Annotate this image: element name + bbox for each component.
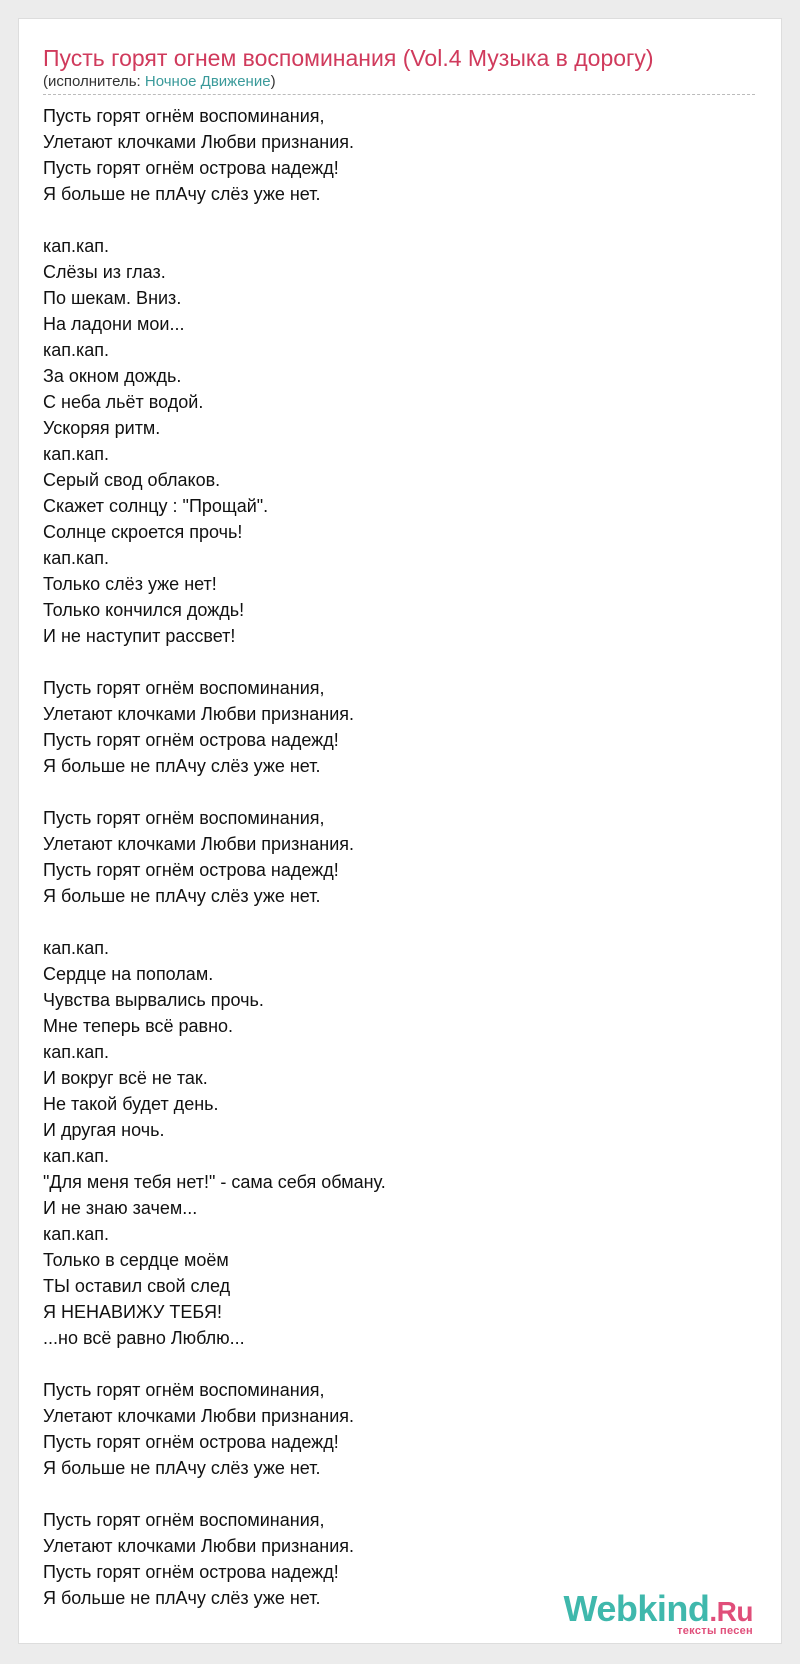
lyric-line: Улетают клочками Любви признания. (43, 132, 355, 152)
lyric-line: Улетают клочками Любви признания. (43, 1406, 355, 1426)
lyric-line: Пусть горят огнём острова надежд! (43, 860, 339, 880)
lyric-line: Я больше не плАчу слёз уже нет. (43, 184, 321, 204)
lyric-line: Не такой будет день. (43, 1094, 219, 1114)
lyric-line: кап.кап. (43, 548, 110, 568)
lyrics-stanza (43, 935, 743, 1351)
lyric-line: кап.кап. (43, 340, 110, 360)
lyric-line: Пусть горят огнём воспоминания, (43, 678, 325, 698)
lyric-line: Улетают клочками Любви признания. (43, 834, 355, 854)
logo-tld-text: .Ru (709, 1596, 753, 1627)
lyric-line: Только слёз уже нет! (43, 574, 217, 594)
lyric-line: Пусть горят огнём острова надежд! (43, 1562, 339, 1582)
lyrics-body (43, 103, 743, 1611)
lyric-line: кап.кап. (43, 1146, 110, 1166)
lyrics-stanza (43, 675, 743, 779)
lyrics-stanza (43, 805, 743, 909)
header-divider (43, 94, 755, 95)
lyric-line: кап.кап. (43, 1042, 110, 1062)
lyric-line: Только в сердце моём (43, 1250, 229, 1270)
lyric-line: ...но всё равно Люблю... (43, 1328, 245, 1348)
lyric-line: Чувства вырвались прочь. (43, 990, 264, 1010)
lyric-line: Скажет солнцу : "Прощай". (43, 496, 269, 516)
lyric-line: Я больше не плАчу слёз уже нет. (43, 1588, 321, 1608)
lyric-line: Сердце на пополам. (43, 964, 214, 984)
song-title: Пусть горят огнем воспоминания (Vol.4 Музыка в дорогу) (43, 45, 654, 71)
lyric-line: С неба льёт водой. (43, 392, 204, 412)
lyric-line: Пусть горят огнём острова надежд! (43, 1432, 339, 1452)
artist-suffix: ) (270, 73, 276, 90)
lyric-line: "Для меня тебя нет!" - сама себя обману. (43, 1172, 386, 1192)
lyric-line: Улетают клочками Любви признания. (43, 704, 355, 724)
logo-main-text: Webkind (563, 1588, 710, 1629)
lyric-line: Слёзы из глаз. (43, 262, 166, 282)
lyric-line: кап.кап. (43, 236, 110, 256)
lyrics-page (18, 18, 782, 1644)
lyric-line: Пусть горят огнём острова надежд! (43, 158, 339, 178)
lyric-line: кап.кап. (43, 938, 110, 958)
lyric-line: Я больше не плАчу слёз уже нет. (43, 886, 321, 906)
lyric-line: Солнце скроется прочь! (43, 522, 243, 542)
lyric-line: По шекам. Вниз. (43, 288, 182, 308)
logo-tagline: тексты песен (677, 1625, 753, 1637)
lyric-line: И другая ночь. (43, 1120, 165, 1140)
lyric-line: кап.кап. (43, 1224, 110, 1244)
site-logo[interactable] (564, 1590, 753, 1637)
artist-line (43, 72, 276, 92)
lyric-line: Ускоряя ритм. (43, 418, 161, 438)
lyric-line: Я больше не плАчу слёз уже нет. (43, 756, 321, 776)
lyric-line: Пусть горят огнём воспоминания, (43, 106, 325, 126)
lyric-line: За окном дождь. (43, 366, 182, 386)
lyric-line: Пусть горят огнём воспоминания, (43, 808, 325, 828)
lyric-line: Пусть горят огнём воспоминания, (43, 1380, 325, 1400)
lyric-line: Я больше не плАчу слёз уже нет. (43, 1458, 321, 1478)
lyric-line: кап.кап. (43, 444, 110, 464)
lyric-line: Мне теперь всё равно. (43, 1016, 234, 1036)
lyric-line: Пусть горят огнём острова надежд! (43, 730, 339, 750)
artist-link[interactable]: Ночное Движение (144, 73, 271, 90)
lyric-line: Серый свод облаков. (43, 470, 221, 490)
lyric-line: Я НЕНАВИЖУ ТЕБЯ! (43, 1302, 223, 1322)
lyric-line: И не наступит рассвет! (43, 626, 236, 646)
lyrics-stanza (43, 103, 743, 207)
lyric-line: И вокруг всё не так. (43, 1068, 208, 1088)
artist-prefix: (исполнитель: (43, 73, 145, 90)
lyric-line: На ладони мои... (43, 314, 185, 334)
lyric-line: Улетают клочками Любви признания. (43, 1536, 355, 1556)
lyric-line: И не знаю зачем... (43, 1198, 198, 1218)
lyrics-stanza (43, 233, 743, 649)
lyrics-stanza (43, 1377, 743, 1481)
lyric-line: Только кончился дождь! (43, 600, 245, 620)
lyric-line: Пусть горят огнём воспоминания, (43, 1510, 325, 1530)
lyric-line: ТЫ оставил свой след (43, 1276, 231, 1296)
